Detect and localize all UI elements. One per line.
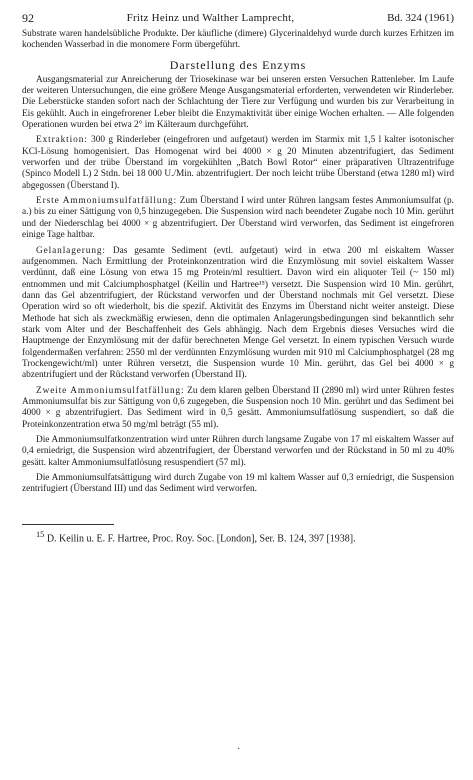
page-mark: · — [237, 744, 241, 755]
intro-paragraph: Substrate waren handelsübliche Produkte. Der käufliche (dimere) Glycerinaldehyd wurde durch kurzes Erhitzen im kochenden Wasserbad in die monomere Form übergeführt. — [22, 29, 454, 51]
page — [22, 12, 454, 545]
paragraph-extraktion — [22, 135, 454, 192]
paragraph-sattigung: Die Ammoniumsulfatsättigung wird durch Zugabe von 19 ml kaltem Wasser auf 0,3 erniedrigt, die Suspension zentrifugiert (Überstand III) und das Sediment wird verworfen. — [22, 473, 454, 495]
paragraph-lead: Extraktion: — [36, 135, 88, 146]
header-volume: Bd. 324 (1961) — [387, 12, 454, 24]
running-header — [22, 12, 454, 25]
paragraph-body: 300 g Rinderleber (eingefroren und aufgetaut) werden im Starmix mit 1,5 l kalter isotonischer KCl-Lösung homogenisiert. Das Homogenat wird bei 4000 × g 20 Minuten abzentrifugiert, das Sediment verworfen und der trübe Überstand im vorgekühlten „Batch Bowl Rotor“ einer präparativen Ultrazentrifuge (Spinco Modell L) 2 Stdn. bei 18 000 U./Min. abzentrifugiert. Der noch leicht trübe Überstand (etwa 1280 ml) wird abgegossen (Überstand I). — [22, 135, 454, 191]
paragraph-body: Zu dem klaren gelben Überstand II (2890 ml) wird unter Rühren festes Ammoniumsulfat bis zur Sättigung von 0,6 zugegeben, die Suspension noch 10 Min. gerührt und das Sediment bei 4000 × g abzentrifugiert. Das Sediment wird in 0,5 gesätt. Ammoniumsulfatlösung suspendiert, so daß die Proteinkonzentration etwa 50 mg/ml beträgt (55 ml). — [22, 385, 454, 430]
page-number: 92 — [22, 11, 34, 25]
footnote-marker: 15 — [36, 529, 45, 539]
paragraph-gelanlagerung — [22, 246, 454, 382]
paragraph-zweite-fallung — [22, 386, 454, 431]
footnote-rule — [22, 524, 114, 525]
paragraph-konzentration: Die Ammoniumsulfatkonzentration wird unter Rühren durch langsame Zugabe von 17 ml eiskaltem Wasser auf 0,4 erniedrigt, die Suspension wird abzentrifugiert, der Überstand verworfen und der Rückstand in 50 ml zu 40% gesätt. kalter Ammoniumsulfatlösung resuspendiert (57 ml). — [22, 435, 454, 468]
footnote-text: D. Keilin u. E. F. Hartree, Proc. Roy. Soc. [London], Ser. B. 124, 397 [1938]. — [44, 533, 356, 545]
paragraph-lead: Erste Ammoniumsulfatfällung: — [36, 196, 178, 207]
paragraph-body: Das gesamte Sediment (evtl. aufgetaut) wird in etwa 200 ml eiskaltem Wasser aufgenommen. Nach Ermittlung der Proteinkonzentration wird die Enzymlösung mit soviel eiskaltem Wasser verdünnt, daß eine Lösung von etwa 15 mg Protein/ml resultiert. Davon wird ein aliquoter Teil (~ 150 ml) entnommen und mit Calciumphosphatgel (Keilin und Hartree¹⁵) versetzt. Die Suspension wird 10 Min. gerührt, dann das Gel abzentrifugiert, der Rückstand verworfen und der Überstand nochmals mit Gel versetzt. Diese Operation wird so oft wiederholt, bis die spezif. Aktivität des Enzyms im Überstand nicht weiter ansteigt. Diese Methode hat sich als zweckmäßig erwiesen, denn die optimalen Anlagerungsbedingungen sind bekanntlich sehr stark vom Alter und der Beschaffenheit des Gels abhängig. Nach dem Ergebnis dieses Versuches wird die Hauptmenge der Enzymlösung mit der dafür berechneten Menge Gel versetzt. In einem typischen Versuch wurde folgendermaßen verfahren: 2550 ml der verdünnten Enzymlösung wurden mit 910 ml Calciumphosphatgel (28 mg Trockengewicht/ml) unter Rühren versetzt, die Suspension wurde 10 Min. gerührt, das Gel bei 4000 × g abzentrifugiert und der Rückstand verworfen (Überstand II). — [22, 245, 454, 381]
paragraph-erste-fallung — [22, 196, 454, 241]
paragraph-lead: Gelanlagerung: — [36, 245, 106, 256]
footnote — [22, 529, 454, 545]
paragraph-lead: Zweite Ammoniumsulfatfällung: — [36, 385, 185, 396]
paragraph-material: Ausgangsmaterial zur Anreicherung der Triosekinase war bei unseren ersten Versuchen Rattenleber. Im Laufe der weiteren Untersuchungen, die eine größere Menge Ausgangsmaterial erforderten, verwendeten wir Rinderleber. Die Leberstücke standen sofort nach der Schlachtung der Tiere zur Verfügung und wurden bis zur Verarbeitung in Eis gekühlt. Auch in eingefrorener Leber bleibt die Enzymaktivität über einige Wochen erhalten. — Alle folgenden Operationen wurden bei etwa 2° im Kälteraum durchgeführt. — [22, 74, 454, 131]
paragraph-body: Zum Überstand I wird unter Rühren langsam festes Ammoniumsulfat (p. a.) bis zu einer Sättigung von 0,5 hinzugegeben. Die Suspension wird nach beendeter Zugabe noch 10 Min. gerührt und der Niederschlag bei 4000 × g abzentrifugiert. Der Überstand wird verworfen, das Sediment ist eingefroren einige Tage haltbar. — [22, 196, 454, 241]
header-authors: Fritz Heinz und Walther Lamprecht, — [126, 12, 295, 24]
section-title: Darstellung des Enzyms — [169, 57, 307, 72]
